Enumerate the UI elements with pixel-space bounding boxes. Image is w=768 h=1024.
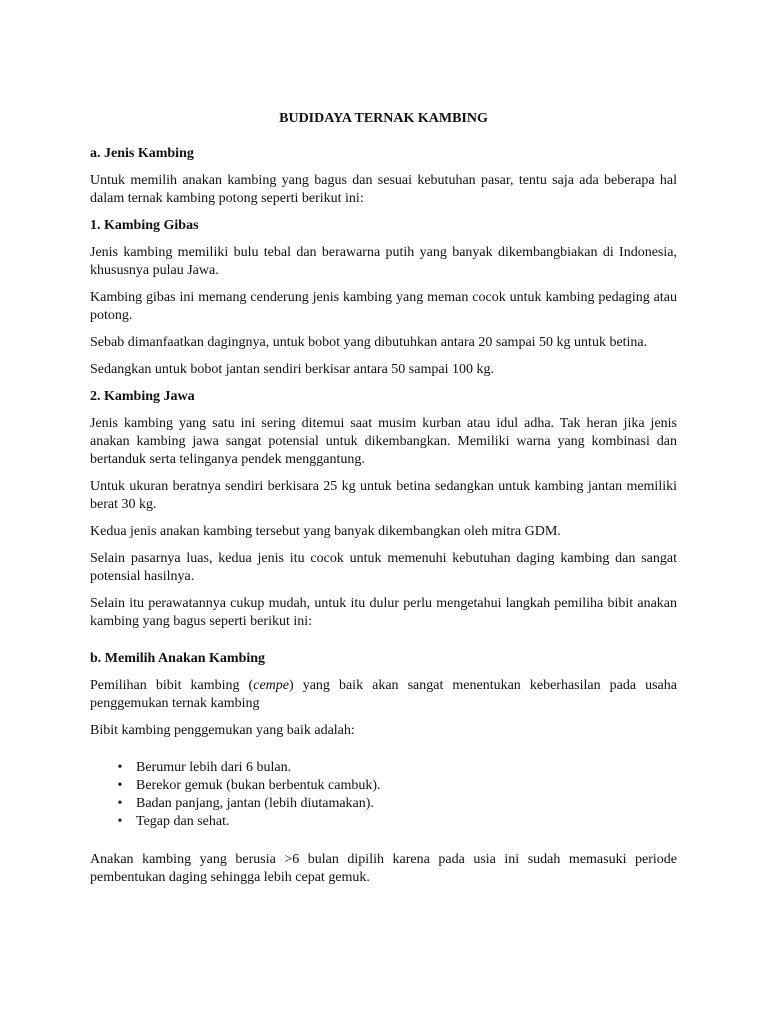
section-a-intro: Untuk memilih anakan kambing yang bagus dan sesuai kebutuhan pasar, tentu saja ada beberapa hal dalam ternak kambing potong seperti berikut ini:: [90, 173, 677, 206]
section-b-p1-before: Pemilihan bibit kambing (: [90, 678, 254, 693]
jawa-paragraph-1: Jenis kambing yang satu ini sering ditemui saat musim kurban atau idul adha. Tak heran jika jenis anakan kambing jawa sangat potensial untuk dikembangkan. Memiliki warna yang kombinasi dan bertanduk serta telinganya pendek menggantung.: [90, 416, 677, 467]
document-body: [90, 110, 677, 896]
list-item-text: Tegap dan sehat.: [136, 814, 230, 829]
gibas-paragraph-3: Sebab dimanfaatkan dagingnya, untuk bobot yang dibutuhkan antara 20 sampai 50 kg untuk betina.: [90, 335, 648, 350]
bullet-icon: •: [117, 778, 123, 793]
bullet-icon: •: [117, 760, 123, 775]
list-item-text: Badan panjang, jantan (lebih diutamakan).: [136, 796, 374, 811]
list-item: [117, 759, 677, 777]
jawa-heading: 2. Kambing Jawa: [90, 389, 195, 404]
section-b-heading: b. Memilih Anakan Kambing: [90, 651, 266, 666]
section-b-p1-after: ) yang baik akan sangat menentukan keberhasilan pada usaha penggemukan ternak kambing: [90, 678, 677, 711]
list-item-text: Berekor gemuk (bukan berbentuk cambuk).: [136, 778, 381, 793]
gibas-heading: 1. Kambing Gibas: [90, 218, 199, 233]
section-b-p1-italic: cempe: [253, 678, 289, 693]
list-item: [117, 795, 677, 813]
list-item-text: Berumur lebih dari 6 bulan.: [136, 760, 292, 775]
list-item: [117, 813, 677, 831]
section-b-paragraph-1: [90, 677, 677, 713]
bibit-criteria-list: [90, 759, 677, 831]
bullet-icon: •: [117, 796, 123, 811]
jawa-paragraph-4: Selain pasarnya luas, kedua jenis itu cocok untuk memenuhi kebutuhan daging kambing dan sangat potensial hasilnya.: [90, 551, 677, 584]
gibas-paragraph-2: Kambing gibas ini memang cenderung jenis kambing yang meman cocok untuk kambing pedaging atau potong.: [90, 290, 677, 323]
jawa-paragraph-5: Selain itu perawatannya cukup mudah, untuk itu dulur perlu mengetahui langkah pemiliha bibit anakan kambing yang bagus seperti berikut ini:: [90, 596, 677, 629]
jawa-paragraph-2: Untuk ukuran beratnya sendiri berkisara 25 kg untuk betina sedangkan untuk kambing jantan memiliki berat 30 kg.: [90, 479, 677, 512]
section-b-paragraph-2: Bibit kambing penggemukan yang baik adalah:: [90, 723, 355, 738]
jawa-paragraph-3: Kedua jenis anakan kambing tersebut yang banyak dikembangkan oleh mitra GDM.: [90, 524, 561, 539]
list-item: [117, 777, 677, 795]
document-title: BUDIDAYA TERNAK KAMBING: [279, 111, 488, 126]
section-b-paragraph-3: Anakan kambing yang berusia >6 bulan dipilih karena pada usia ini sudah memasuki periode pembentukan daging sehingga lebih cepat gemuk.: [90, 852, 677, 885]
gibas-paragraph-4: Sedangkan untuk bobot jantan sendiri berkisar antara 50 sampai 100 kg.: [90, 362, 494, 377]
bullet-icon: •: [117, 814, 123, 829]
gibas-paragraph-1: Jenis kambing memiliki bulu tebal dan berawarna putih yang banyak dikembangbiakan di Indonesia, khususnya pulau Jawa.: [90, 245, 677, 278]
section-a-heading: a. Jenis Kambing: [90, 146, 194, 161]
